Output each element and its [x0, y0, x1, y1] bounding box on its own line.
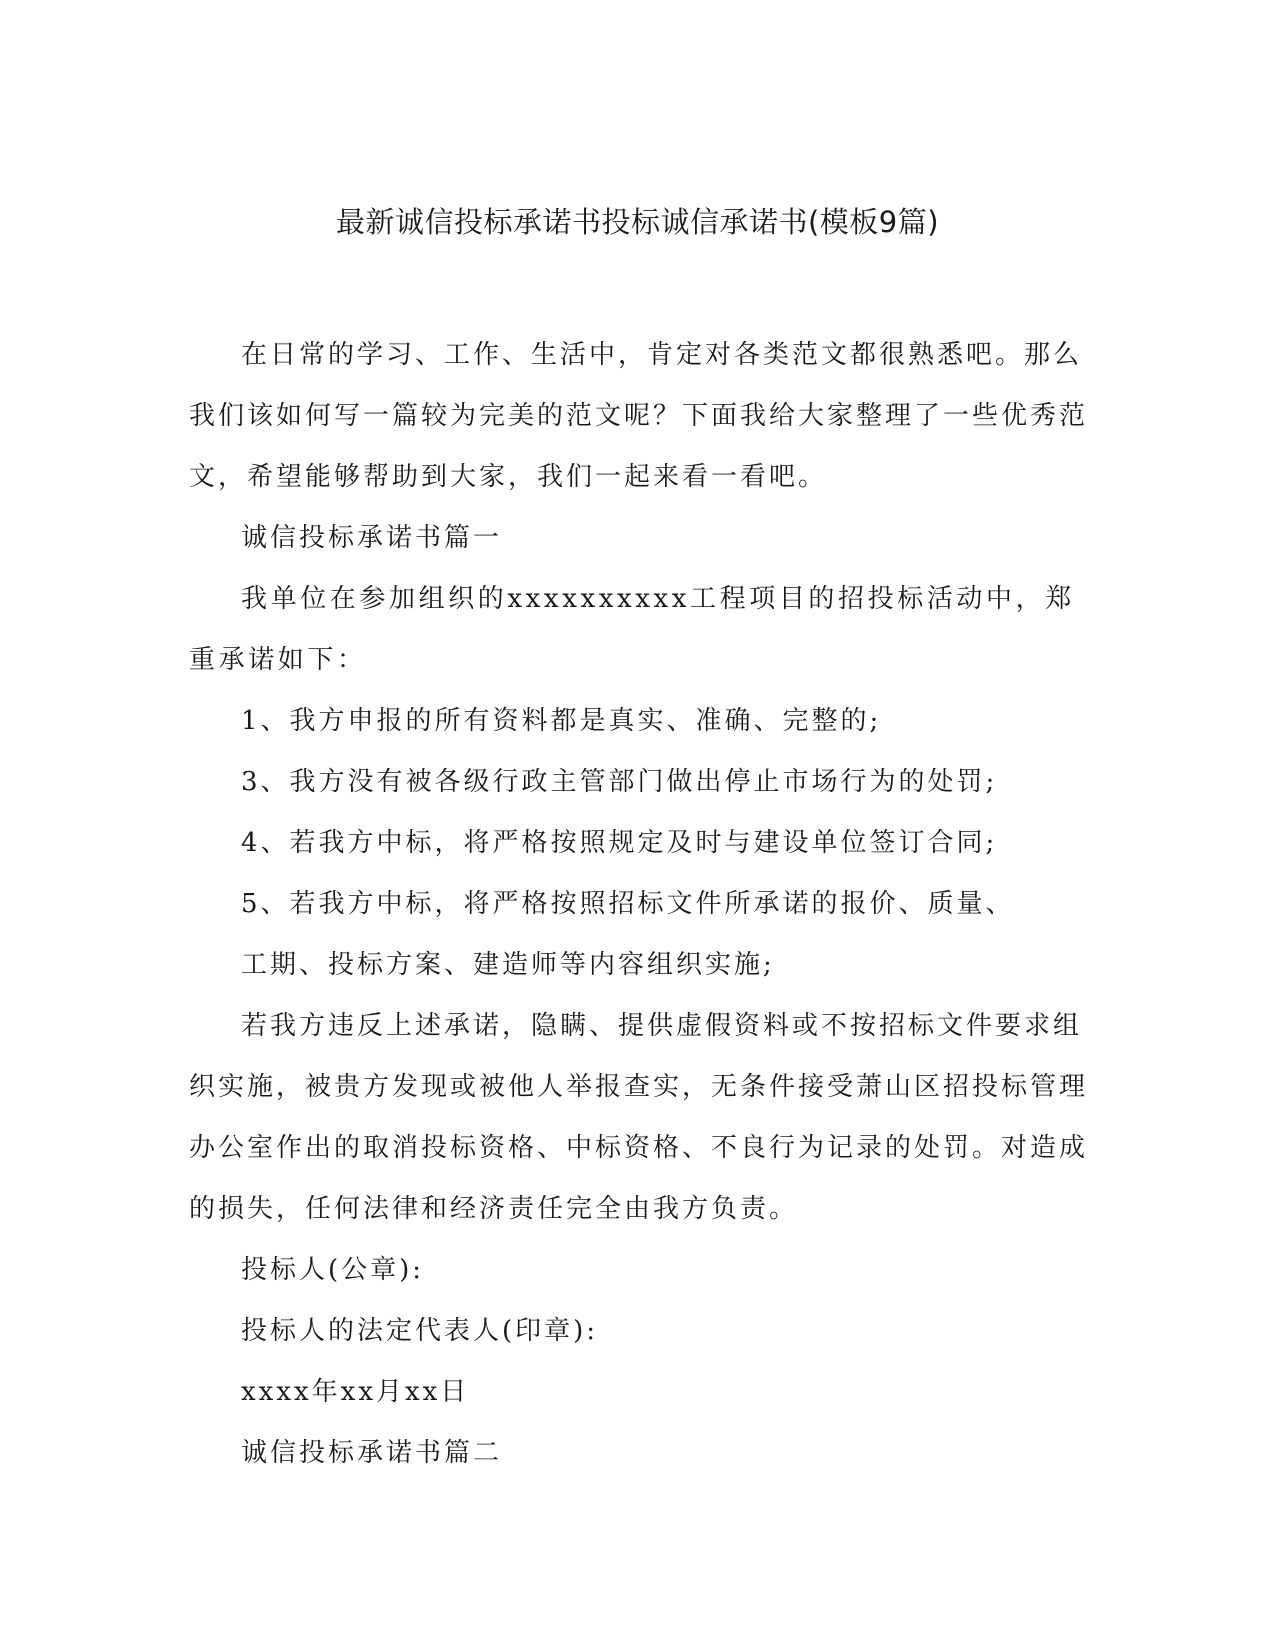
intro-paragraph: 在日常的学习、工作、生活中，肯定对各类范文都很熟悉吧。那么我们该如何写一篇较为完美的范文呢？下面我给大家整理了一些优秀范文，希望能够帮助到大家，我们一起来看一看吧。: [189, 340, 1089, 492]
pledge-item-3: 3、我方没有被各级行政主管部门做出停止市场行为的处罚;: [241, 767, 998, 797]
pledge-item-1: 1、我方申报的所有资料都是真实、准确、完整的;: [241, 706, 882, 736]
date-line: xxxx年xx月xx日: [241, 1377, 470, 1407]
pledge-intro-paragraph: 我单位在参加组织的xxxxxxxxxx工程项目的招投标活动中，郑重承诺如下：: [189, 584, 1075, 675]
section-heading-1: 诚信投标承诺书篇一: [241, 523, 503, 553]
document-title: 最新诚信投标承诺书投标诚信承诺书(模板9篇): [335, 205, 940, 239]
section-heading-2: 诚信投标承诺书篇二: [241, 1438, 503, 1468]
legal-representative-seal-line: 投标人的法定代表人(印章):: [241, 1316, 599, 1346]
violation-clause-paragraph: 若我方违反上述承诺，隐瞒、提供虚假资料或不按招标文件要求组织实施，被贵方发现或被他人举报查实，无条件接受萧山区招投标管理办公室作出的取消投标资格、中标资格、不良行为记录的处罚。对造成的损失，任何法律和经济责任完全由我方负责。: [189, 1011, 1089, 1224]
pledge-item-5-continued: 工期、投标方案、建造师等内容组织实施;: [241, 950, 775, 980]
pledge-item-5: 5、若我方中标，将严格按照招标文件所承诺的报价、质量、: [241, 889, 1015, 919]
document-body: [189, 325, 1089, 1484]
bidder-seal-line: 投标人(公章):: [241, 1255, 425, 1285]
pledge-item-4: 4、若我方中标，将严格按照规定及时与建设单位签订合同;: [241, 828, 998, 858]
